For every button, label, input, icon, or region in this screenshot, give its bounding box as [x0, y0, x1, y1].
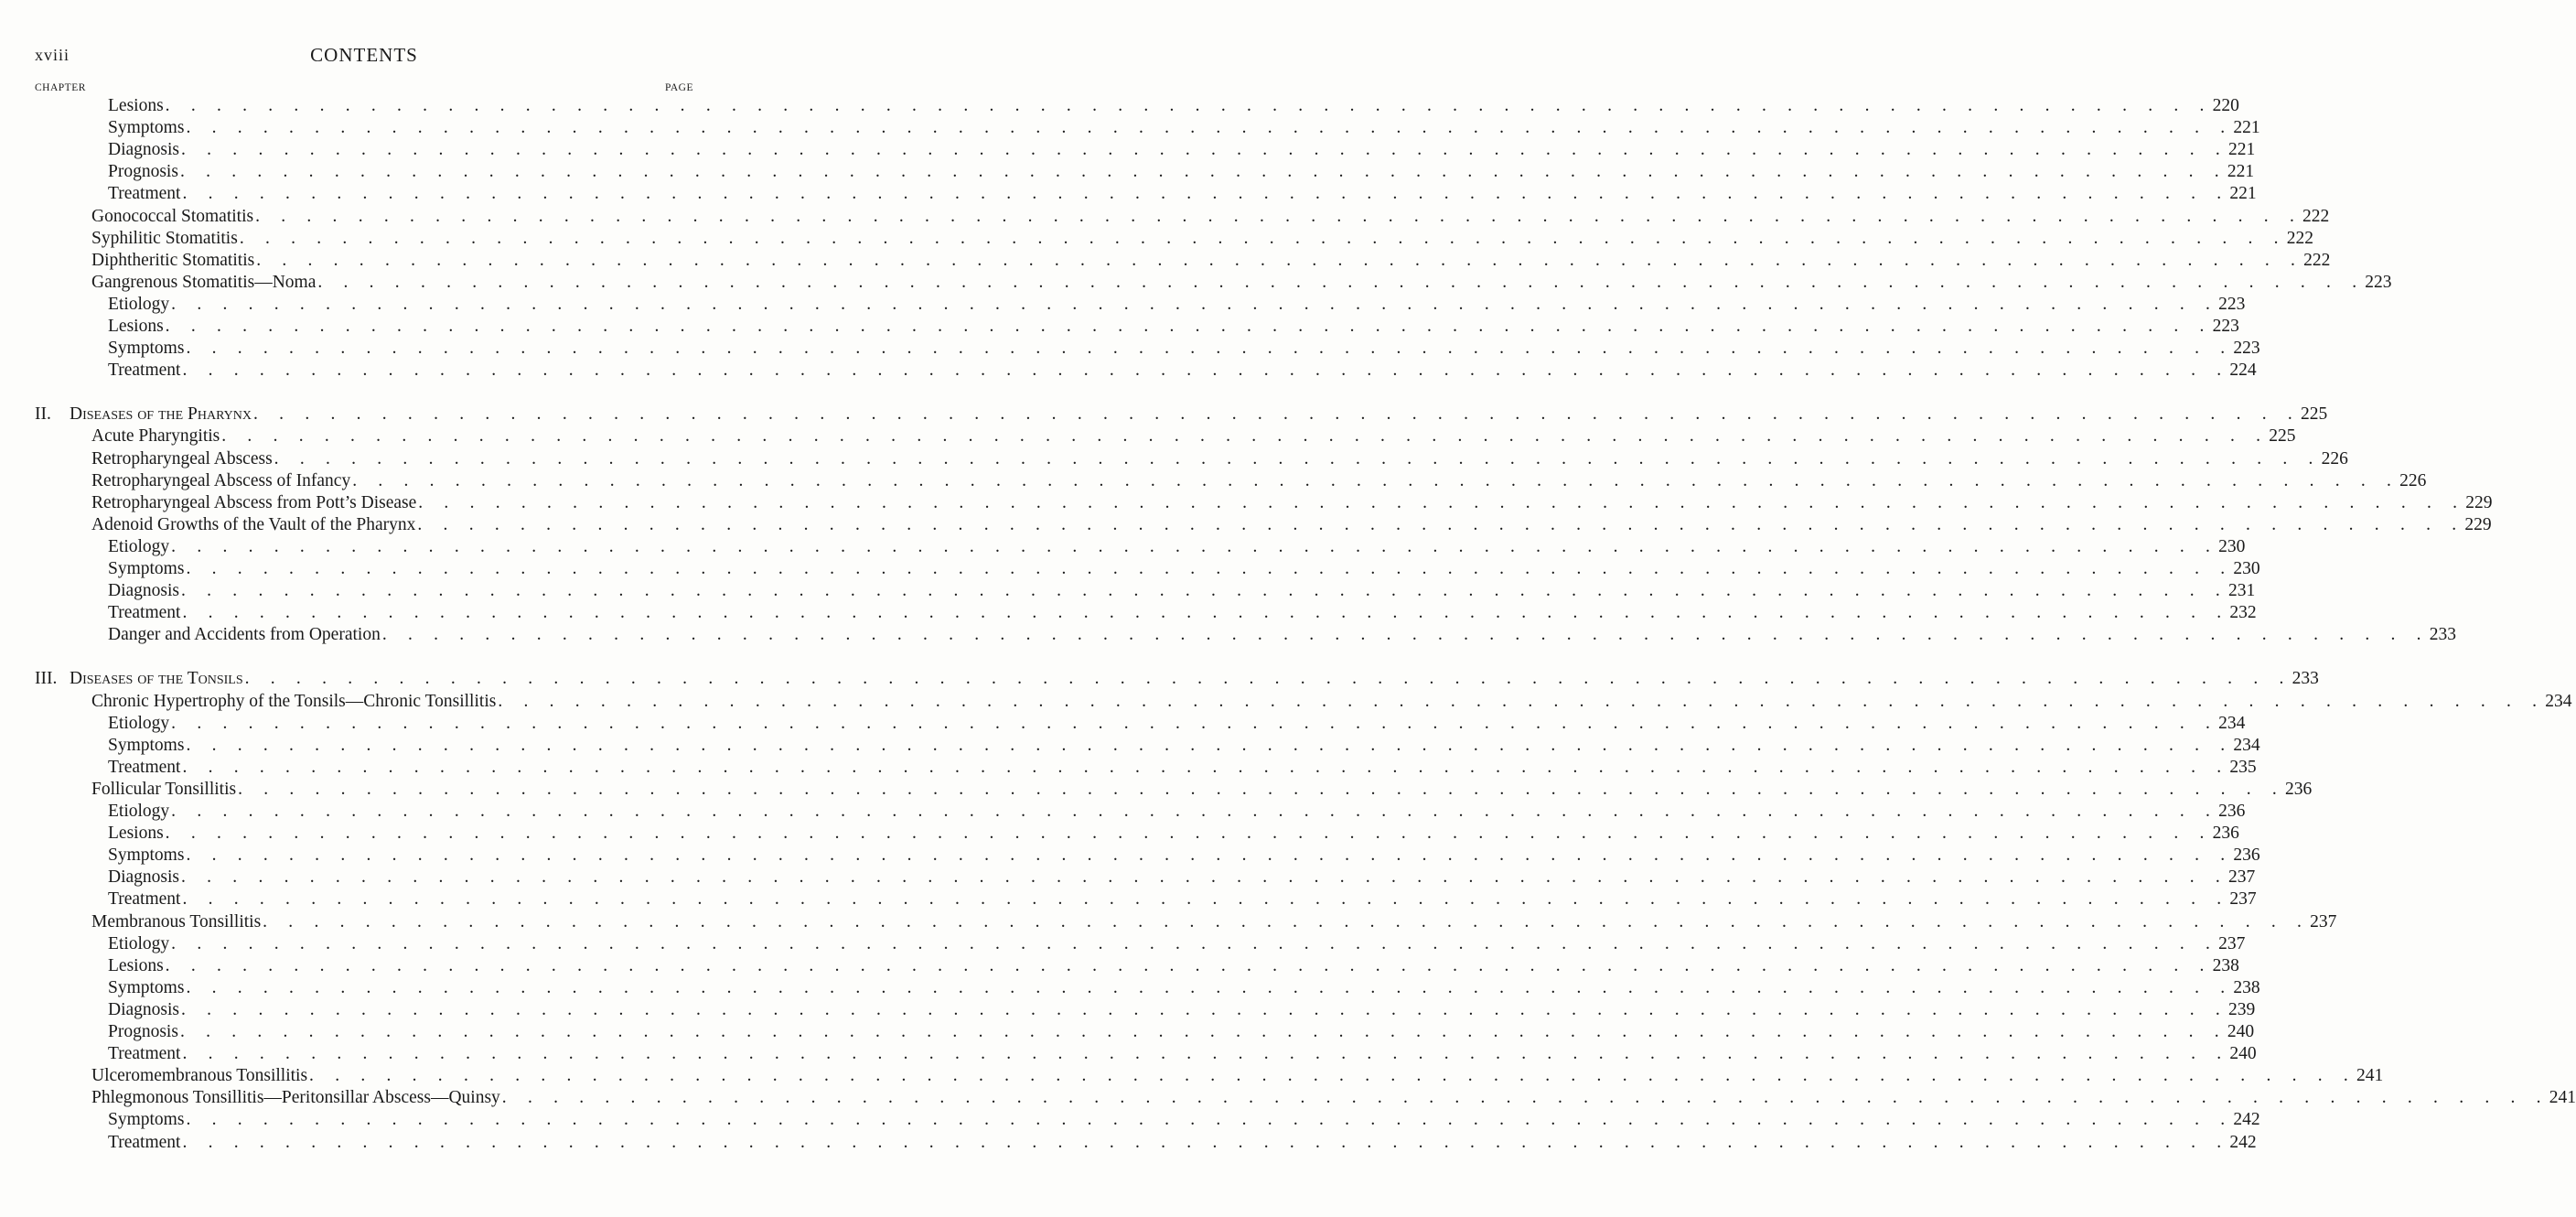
toc-entry-line	[108, 801, 2246, 823]
leader-dots: . . . . . . . . . . . . . . . . . . . . . . . . . . . . . . . . . . . . . . . . . . . . . . . . . . . . . . . . . . . . . . . . . . . . . . . . . . . . . . . .	[239, 228, 2287, 248]
leader-dots: . . . . . . . . . . . . . . . . . . . . . . . . . . . . . . . . . . . . . . . . . . . . . . . . . . . . . . . . . . . . . . . . . . . . . . . . . . . . . . . .	[182, 889, 2230, 910]
entry-title: Prognosis	[108, 1022, 178, 1041]
entry-page-number: 225	[2269, 426, 2296, 447]
entry-title: Treatment	[108, 361, 181, 381]
toc-entry[interactable]	[0, 977, 2260, 999]
toc-entry-line	[108, 933, 2246, 955]
entry-title: Diseases of the Pharynx	[70, 404, 252, 425]
entry-page-number: 236	[2233, 845, 2260, 866]
toc-entry-line	[108, 889, 2257, 910]
leader-dots: . . . . . . . . . . . . . . . . . . . . . . . . . . . . . . . . . . . . . . . . . . . . . . . . . . . . . . . . . . . . . . . . . . . . . . . . . . . . . . . .	[186, 559, 2234, 578]
toc-entry-line	[91, 448, 2348, 470]
leader-dots: . . . . . . . . . . . . . . . . . . . . . . . . . . . . . . . . . . . . . . . . . . . . . . . . . . . . . . . . . . . . . . . . . . . . . . . . . . . . . . . .	[256, 250, 2304, 270]
toc-entry-line	[91, 250, 2331, 272]
entry-page-number: 234	[2233, 735, 2260, 755]
entry-page-number: 236	[2212, 824, 2239, 844]
entry-page-number: 242	[2229, 1132, 2257, 1152]
entry-page-number: 238	[2233, 977, 2260, 997]
toc-entry[interactable]	[0, 338, 2260, 360]
page-number: xviii	[35, 46, 70, 64]
entry-title: Diagnosis	[108, 867, 179, 888]
toc-entry[interactable]	[0, 1043, 2257, 1065]
leader-dots: . . . . . . . . . . . . . . . . . . . . . . . . . . . . . . . . . . . . . . . . . . . . . . . . . . . . . . . . . . . . . . . . . . . . . . . . . . . . . . . .	[501, 1088, 2549, 1108]
toc-entry-line	[108, 1132, 2257, 1154]
entry-title: Treatment	[108, 1044, 181, 1064]
entry-page-number: 241	[2549, 1088, 2576, 1108]
entry-title: Lesions	[108, 955, 164, 975]
entry-page-number: 223	[2212, 317, 2239, 336]
toc-entry-line	[108, 999, 2256, 1021]
entry-page-number: 238	[2212, 955, 2239, 975]
toc-entry[interactable]	[0, 425, 2296, 447]
entry-page-number: 222	[2286, 228, 2313, 248]
toc-entry-line	[108, 757, 2257, 779]
entry-title: Symptoms	[108, 339, 185, 359]
entry-title: Lesions	[108, 824, 164, 844]
entry-page-number: 232	[2229, 603, 2257, 623]
entry-title: Symptoms	[108, 1110, 185, 1130]
toc-entry-line	[70, 404, 2328, 425]
toc-entry[interactable]	[0, 580, 2256, 602]
entry-title: Etiology	[108, 802, 170, 821]
entry-title: Treatment	[108, 184, 181, 204]
leader-dots: . . . . . . . . . . . . . . . . . . . . . . . . . . . . . . . . . . . . . . . . . . . . . . . . . . . . . . . . . . . . . . . . . . . . . . . . . . . . . . . .	[182, 603, 2230, 623]
toc-entry[interactable]	[0, 602, 2257, 624]
entry-page-number: 226	[2321, 448, 2348, 468]
toc-entry[interactable]	[0, 845, 2260, 867]
toc-entry[interactable]	[0, 867, 2256, 889]
toc-entry[interactable]	[0, 514, 2492, 536]
entry-title: Treatment	[108, 757, 181, 777]
entry-title: Ulceromembranous Tonsillitis	[91, 1066, 308, 1086]
toc-entry-line	[91, 425, 2296, 447]
toc-entry-line	[91, 779, 2313, 801]
toc-entry[interactable]	[0, 272, 2392, 294]
entry-page-number: 239	[2227, 999, 2256, 1019]
leader-dots: . . . . . . . . . . . . . . . . . . . . . . . . . . . . . . . . . . . . . . . . . . . . . . . . . . . . . . . . . . . . . . . . . . . . . . . . . . . . . . . .	[171, 802, 2219, 821]
leader-dots: . . . . . . . . . . . . . . . . . . . . . . . . . . . . . . . . . . . . . . . . . . . . . . . . . . . . . . . . . . . . . . . . . . . . . . . . . . . . . . . .	[165, 824, 2213, 844]
toc-entry-line	[108, 1109, 2260, 1131]
toc-entry[interactable]	[0, 558, 2260, 580]
leader-dots: . . . . . . . . . . . . . . . . . . . . . . . . . . . . . . . . . . . . . . . . . . . . . . . . . . . . . . . . . . . . . . . . . . . . . . . . . . . . . . . .	[253, 404, 2301, 425]
toc-entry-line	[108, 95, 2239, 117]
page-header	[35, 42, 693, 70]
chapter-column-heading: CHAPTER	[35, 82, 86, 93]
leader-dots: . . . . . . . . . . . . . . . . . . . . . . . . . . . . . . . . . . . . . . . . . . . . . . . . . . . . . . . . . . . . . . . . . . . . . . . . . . . . . . . .	[417, 514, 2465, 534]
toc-entry[interactable]	[0, 183, 2257, 205]
toc-entry-line	[91, 911, 2337, 933]
leader-dots: . . . . . . . . . . . . . . . . . . . . . . . . . . . . . . . . . . . . . . . . . . . . . . . . . . . . . . . . . . . . . . . . . . . . . . . . . . . . . . . .	[171, 536, 2219, 556]
toc-entry[interactable]	[0, 492, 2493, 514]
leader-dots: . . . . . . . . . . . . . . . . . . . . . . . . . . . . . . . . . . . . . . . . . . . . . . . . . . . . . . . . . . . . . . . . . . . . . . . . . . . . . . . .	[186, 977, 2234, 997]
entry-title: Lesions	[108, 317, 164, 336]
toc-entry-line	[108, 845, 2260, 867]
leader-dots: . . . . . . . . . . . . . . . . . . . . . . . . . . . . . . . . . . . . . . . . . . . . . . . . . . . . . . . . . . . . . . . . . . . . . . . . . . . . . . . .	[186, 1110, 2234, 1130]
entry-title: Treatment	[108, 1132, 181, 1152]
entry-page-number: 233	[2429, 625, 2457, 645]
entry-title: Symptoms	[108, 977, 185, 997]
entry-title: Diphtheritic Stomatitis	[91, 250, 255, 270]
chapter-row[interactable]	[0, 668, 2319, 690]
entry-page-number: 231	[2227, 581, 2256, 601]
entry-page-number: 240	[2229, 1044, 2257, 1064]
toc-entry[interactable]	[0, 250, 2331, 272]
chapter-numeral: II.	[35, 404, 51, 425]
toc-entry-line	[108, 117, 2260, 139]
entry-page-number: 222	[2302, 206, 2330, 226]
entry-page-number: 224	[2229, 361, 2257, 381]
leader-dots: . . . . . . . . . . . . . . . . . . . . . . . . . . . . . . . . . . . . . . . . . . . . . . . . . . . . . . . . . . . . . . . . . . . . . . . . . . . . . . . .	[171, 294, 2219, 314]
toc-entry-line	[108, 624, 2457, 646]
toc-entry[interactable]	[0, 757, 2257, 779]
toc-entry[interactable]	[0, 228, 2313, 250]
leader-dots: . . . . . . . . . . . . . . . . . . . . . . . . . . . . . . . . . . . . . . . . . . . . . . . . . . . . . . . . . . . . . . . . . . . . . . . . . . . . . . . .	[182, 757, 2230, 777]
toc-entry[interactable]	[0, 1021, 2255, 1043]
entry-title: Syphilitic Stomatitis	[91, 228, 238, 248]
toc-entry[interactable]	[0, 999, 2256, 1021]
toc-entry-line	[108, 580, 2256, 602]
leader-dots: . . . . . . . . . . . . . . . . . . . . . . . . . . . . . . . . . . . . . . . . . . . . . . . . . . . . . . . . . . . . . . . . . . . . . . . . . . . . . . . .	[179, 1022, 2227, 1041]
entry-page-number: 237	[2229, 889, 2257, 910]
toc-entry[interactable]	[0, 624, 2457, 646]
toc-entry-line	[108, 713, 2246, 735]
entry-page-number: 229	[2464, 514, 2492, 534]
entry-title: Phlegmonous Tonsillitis—Peritonsillar Abscess—Quinsy	[91, 1088, 500, 1108]
entry-title: Etiology	[108, 933, 170, 953]
chapter-numeral: III.	[35, 669, 58, 689]
leader-dots: . . . . . . . . . . . . . . . . . . . . . . . . . . . . . . . . . . . . . . . . . . . . . . . . . . . . . . . . . . . . . . . . . . . . . . . . . . . . . . . .	[263, 911, 2311, 932]
toc-entry[interactable]	[0, 448, 2348, 470]
leader-dots: . . . . . . . . . . . . . . . . . . . . . . . . . . . . . . . . . . . . . . . . . . . . . . . . . . . . . . . . . . . . . . . . . . . . . . . . . . . . . . . .	[186, 118, 2234, 138]
entry-title: Symptoms	[108, 845, 185, 866]
toc-entry-line	[108, 536, 2246, 558]
page-title: CONTENTS	[310, 44, 418, 66]
entry-page-number: 223	[2365, 272, 2392, 292]
entry-page-number: 229	[2465, 492, 2493, 512]
toc-entry[interactable]	[0, 735, 2260, 757]
toc-entry-line	[108, 1021, 2255, 1043]
toc-entry-line	[91, 514, 2492, 536]
entry-title: Diseases of the Tonsils	[70, 669, 243, 689]
toc-entry-line	[108, 602, 2257, 624]
entry-page-number: 221	[2229, 184, 2257, 204]
entry-page-number: 234	[2218, 713, 2246, 733]
toc-entry-line	[108, 977, 2260, 999]
leader-dots: . . . . . . . . . . . . . . . . . . . . . . . . . . . . . . . . . . . . . . . . . . . . . . . . . . . . . . . . . . . . . . . . . . . . . . . . . . . . . . . .	[186, 845, 2234, 866]
leader-dots: . . . . . . . . . . . . . . . . . . . . . . . . . . . . . . . . . . . . . . . . . . . . . . . . . . . . . . . . . . . . . . . . . . . . . . . . . . . . . . . .	[182, 361, 2230, 381]
toc-entry-line	[108, 1043, 2257, 1065]
entry-page-number: 235	[2229, 757, 2257, 777]
entry-title: Gangrenous Stomatitis—Noma	[91, 272, 317, 292]
toc-entry-line	[70, 668, 2319, 690]
entry-title: Membranous Tonsillitis	[91, 911, 262, 932]
toc-entry[interactable]	[0, 161, 2255, 183]
leader-dots: . . . . . . . . . . . . . . . . . . . . . . . . . . . . . . . . . . . . . . . . . . . . . . . . . . . . . . . . . . . . . . . . . . . . . . . . . . . . . . . .	[171, 713, 2219, 733]
entry-title: Adenoid Growths of the Vault of the Pharynx	[91, 514, 416, 534]
toc-entry-line	[108, 338, 2260, 360]
entry-title: Diagnosis	[108, 999, 179, 1019]
entry-title: Gonococcal Stomatitis	[91, 206, 254, 226]
entry-title: Symptoms	[108, 559, 185, 578]
entry-page-number: 241	[2356, 1066, 2384, 1086]
entry-page-number: 223	[2218, 294, 2246, 314]
leader-dots: . . . . . . . . . . . . . . . . . . . . . . . . . . . . . . . . . . . . . . . . . . . . . . . . . . . . . . . . . . . . . . . . . . . . . . . . . . . . . . . .	[244, 669, 2292, 689]
entry-title: Acute Pharyngitis	[91, 426, 220, 447]
leader-dots: . . . . . . . . . . . . . . . . . . . . . . . . . . . . . . . . . . . . . . . . . . . . . . . . . . . . . . . . . . . . . . . . . . . . . . . . . . . . . . . .	[171, 933, 2219, 953]
entry-page-number: 234	[2545, 691, 2572, 711]
leader-dots: . . . . . . . . . . . . . . . . . . . . . . . . . . . . . . . . . . . . . . . . . . . . . . . . . . . . . . . . . . . . . . . . . . . . . . . . . . . . . . . .	[181, 140, 2228, 160]
entry-page-number: 220	[2212, 96, 2239, 115]
entry-title: Follicular Tonsillitis	[91, 779, 237, 799]
entry-page-number: 226	[2399, 470, 2427, 490]
entry-title: Treatment	[108, 603, 181, 623]
leader-dots: . . . . . . . . . . . . . . . . . . . . . . . . . . . . . . . . . . . . . . . . . . . . . . . . . . . . . . . . . . . . . . . . . . . . . . . . . . . . . . . .	[182, 1132, 2230, 1152]
toc-entry[interactable]	[0, 316, 2239, 338]
toc-entry[interactable]	[0, 206, 2330, 228]
toc-entry[interactable]	[0, 360, 2257, 382]
toc-entry-line	[91, 206, 2330, 228]
entry-page-number: 221	[2233, 118, 2260, 138]
toc-entry-line	[108, 360, 2257, 382]
toc-entry-line	[108, 294, 2246, 316]
entry-page-number: 230	[2233, 559, 2260, 578]
toc-entry-line	[108, 735, 2260, 757]
leader-dots: . . . . . . . . . . . . . . . . . . . . . . . . . . . . . . . . . . . . . . . . . . . . . . . . . . . . . . . . . . . . . . . . . . . . . . . . . . . . . . . .	[221, 426, 2270, 447]
toc-entry[interactable]	[0, 823, 2239, 845]
entry-title: Etiology	[108, 536, 170, 556]
leader-dots: . . . . . . . . . . . . . . . . . . . . . . . . . . . . . . . . . . . . . . . . . . . . . . . . . . . . . . . . . . . . . . . . . . . . . . . . . . . . . . . .	[181, 867, 2228, 888]
leader-dots: . . . . . . . . . . . . . . . . . . . . . . . . . . . . . . . . . . . . . . . . . . . . . . . . . . . . . . . . . . . . . . . . . . . . . . . . . . . . . . . .	[182, 184, 2230, 204]
toc-entry-line	[91, 1087, 2576, 1109]
toc-entry-line	[108, 139, 2256, 161]
leader-dots: . . . . . . . . . . . . . . . . . . . . . . . . . . . . . . . . . . . . . . . . . . . . . . . . . . . . . . . . . . . . . . . . . . . . . . . . . . . . . . . .	[165, 955, 2213, 975]
leader-dots: . . . . . . . . . . . . . . . . . . . . . . . . . . . . . . . . . . . . . . . . . . . . . . . . . . . . . . . . . . . . . . . . . . . . . . . . . . . . . . . .	[498, 691, 2546, 711]
toc-entry[interactable]	[0, 1132, 2257, 1154]
leader-dots: . . . . . . . . . . . . . . . . . . . . . . . . . . . . . . . . . . . . . . . . . . . . . . . . . . . . . . . . . . . . . . . . . . . . . . . . . . . . . . . .	[381, 625, 2430, 645]
entry-title: Prognosis	[108, 162, 178, 182]
toc-entry-line	[108, 558, 2260, 580]
toc-entry[interactable]	[0, 95, 2239, 117]
toc-entry[interactable]	[0, 889, 2257, 910]
entry-page-number: 237	[2218, 933, 2246, 953]
toc-entry[interactable]	[0, 1087, 2576, 1109]
entry-title: Symptoms	[108, 118, 185, 138]
leader-dots: . . . . . . . . . . . . . . . . . . . . . . . . . . . . . . . . . . . . . . . . . . . . . . . . . . . . . . . . . . . . . . . . . . . . . . . . . . . . . . . .	[317, 272, 2366, 292]
toc-entry[interactable]	[0, 1065, 2384, 1087]
toc-entry[interactable]	[0, 470, 2427, 492]
entry-page-number: 233	[2292, 669, 2319, 689]
toc-entry[interactable]	[0, 779, 2313, 801]
toc-entry[interactable]	[0, 713, 2246, 735]
toc-entry[interactable]	[0, 911, 2337, 933]
toc-entry-line	[91, 470, 2427, 492]
toc-entry-line	[108, 161, 2255, 183]
toc-entry-line	[108, 955, 2239, 977]
entry-page-number: 240	[2227, 1022, 2255, 1041]
chapter-row[interactable]	[0, 404, 2328, 425]
leader-dots: . . . . . . . . . . . . . . . . . . . . . . . . . . . . . . . . . . . . . . . . . . . . . . . . . . . . . . . . . . . . . . . . . . . . . . . . . . . . . . . .	[274, 448, 2322, 468]
leader-dots: . . . . . . . . . . . . . . . . . . . . . . . . . . . . . . . . . . . . . . . . . . . . . . . . . . . . . . . . . . . . . . . . . . . . . . . . . . . . . . . .	[352, 470, 2400, 490]
leader-dots: . . . . . . . . . . . . . . . . . . . . . . . . . . . . . . . . . . . . . . . . . . . . . . . . . . . . . . . . . . . . . . . . . . . . . . . . . . . . . . . .	[181, 999, 2228, 1019]
entry-title: Diagnosis	[108, 581, 179, 601]
entry-page-number: 236	[2285, 779, 2313, 799]
leader-dots: . . . . . . . . . . . . . . . . . . . . . . . . . . . . . . . . . . . . . . . . . . . . . . . . . . . . . . . . . . . . . . . . . . . . . . . . . . . . . . . .	[165, 317, 2213, 336]
page-column-heading: PAGE	[665, 82, 693, 93]
toc-entry-line	[108, 316, 2239, 338]
entry-title: Retropharyngeal Abscess from Pott’s Disease	[91, 492, 417, 512]
toc-entry-line	[91, 691, 2572, 713]
entry-page-number: 225	[2300, 404, 2328, 425]
toc-entry-line	[91, 228, 2313, 250]
entry-title: Lesions	[108, 96, 164, 115]
entry-page-number: 242	[2233, 1110, 2260, 1130]
entry-title: Retropharyngeal Abscess of Infancy	[91, 470, 351, 490]
leader-dots: . . . . . . . . . . . . . . . . . . . . . . . . . . . . . . . . . . . . . . . . . . . . . . . . . . . . . . . . . . . . . . . . . . . . . . . . . . . . . . . .	[238, 779, 2286, 799]
leader-dots: . . . . . . . . . . . . . . . . . . . . . . . . . . . . . . . . . . . . . . . . . . . . . . . . . . . . . . . . . . . . . . . . . . . . . . . . . . . . . . . .	[186, 735, 2234, 755]
leader-dots: . . . . . . . . . . . . . . . . . . . . . . . . . . . . . . . . . . . . . . . . . . . . . . . . . . . . . . . . . . . . . . . . . . . . . . . . . . . . . . . .	[182, 1044, 2230, 1064]
entry-title: Treatment	[108, 889, 181, 910]
toc-entry-line	[91, 1065, 2384, 1087]
toc-entry[interactable]	[0, 801, 2246, 823]
entry-title: Symptoms	[108, 735, 185, 755]
toc-entry[interactable]	[0, 536, 2246, 558]
toc-entry[interactable]	[0, 139, 2256, 161]
entry-page-number: 221	[2227, 140, 2256, 160]
entry-page-number: 222	[2303, 250, 2331, 270]
entry-title: Danger and Accidents from Operation	[108, 625, 381, 645]
entry-title: Chronic Hypertrophy of the Tonsils—Chronic Tonsillitis	[91, 691, 497, 711]
leader-dots: . . . . . . . . . . . . . . . . . . . . . . . . . . . . . . . . . . . . . . . . . . . . . . . . . . . . . . . . . . . . . . . . . . . . . . . . . . . . . . . .	[309, 1066, 2356, 1086]
leader-dots: . . . . . . . . . . . . . . . . . . . . . . . . . . . . . . . . . . . . . . . . . . . . . . . . . . . . . . . . . . . . . . . . . . . . . . . . . . . . . . . .	[181, 581, 2228, 601]
leader-dots: . . . . . . . . . . . . . . . . . . . . . . . . . . . . . . . . . . . . . . . . . . . . . . . . . . . . . . . . . . . . . . . . . . . . . . . . . . . . . . . .	[186, 339, 2234, 359]
toc-entry[interactable]	[0, 933, 2246, 955]
leader-dots: . . . . . . . . . . . . . . . . . . . . . . . . . . . . . . . . . . . . . . . . . . . . . . . . . . . . . . . . . . . . . . . . . . . . . . . . . . . . . . . .	[255, 206, 2303, 226]
toc-entry[interactable]	[0, 1109, 2260, 1131]
entry-title: Retropharyngeal Abscess	[91, 448, 273, 468]
entry-page-number: 236	[2218, 802, 2246, 821]
entry-title: Diagnosis	[108, 140, 179, 160]
leader-dots: . . . . . . . . . . . . . . . . . . . . . . . . . . . . . . . . . . . . . . . . . . . . . . . . . . . . . . . . . . . . . . . . . . . . . . . . . . . . . . . .	[179, 162, 2227, 182]
entry-page-number: 223	[2233, 339, 2260, 359]
entry-page-number: 237	[2310, 911, 2337, 932]
entry-title: Etiology	[108, 294, 170, 314]
toc-entry-line	[108, 867, 2256, 889]
leader-dots: . . . . . . . . . . . . . . . . . . . . . . . . . . . . . . . . . . . . . . . . . . . . . . . . . . . . . . . . . . . . . . . . . . . . . . . . . . . . . . . .	[165, 96, 2213, 115]
entry-title: Etiology	[108, 713, 170, 733]
entry-page-number: 237	[2227, 867, 2256, 888]
toc-entry-line	[108, 183, 2257, 205]
toc-entry-line	[91, 492, 2493, 514]
toc-entry-line	[108, 823, 2239, 845]
toc-entry[interactable]	[0, 294, 2246, 316]
toc-entry[interactable]	[0, 691, 2572, 713]
toc-entry-line	[91, 272, 2392, 294]
entry-page-number: 230	[2218, 536, 2246, 556]
toc-entry[interactable]	[0, 955, 2239, 977]
entry-page-number: 221	[2227, 162, 2255, 182]
toc-entry[interactable]	[0, 117, 2260, 139]
leader-dots: . . . . . . . . . . . . . . . . . . . . . . . . . . . . . . . . . . . . . . . . . . . . . . . . . . . . . . . . . . . . . . . . . . . . . . . . . . . . . . . .	[418, 492, 2466, 512]
